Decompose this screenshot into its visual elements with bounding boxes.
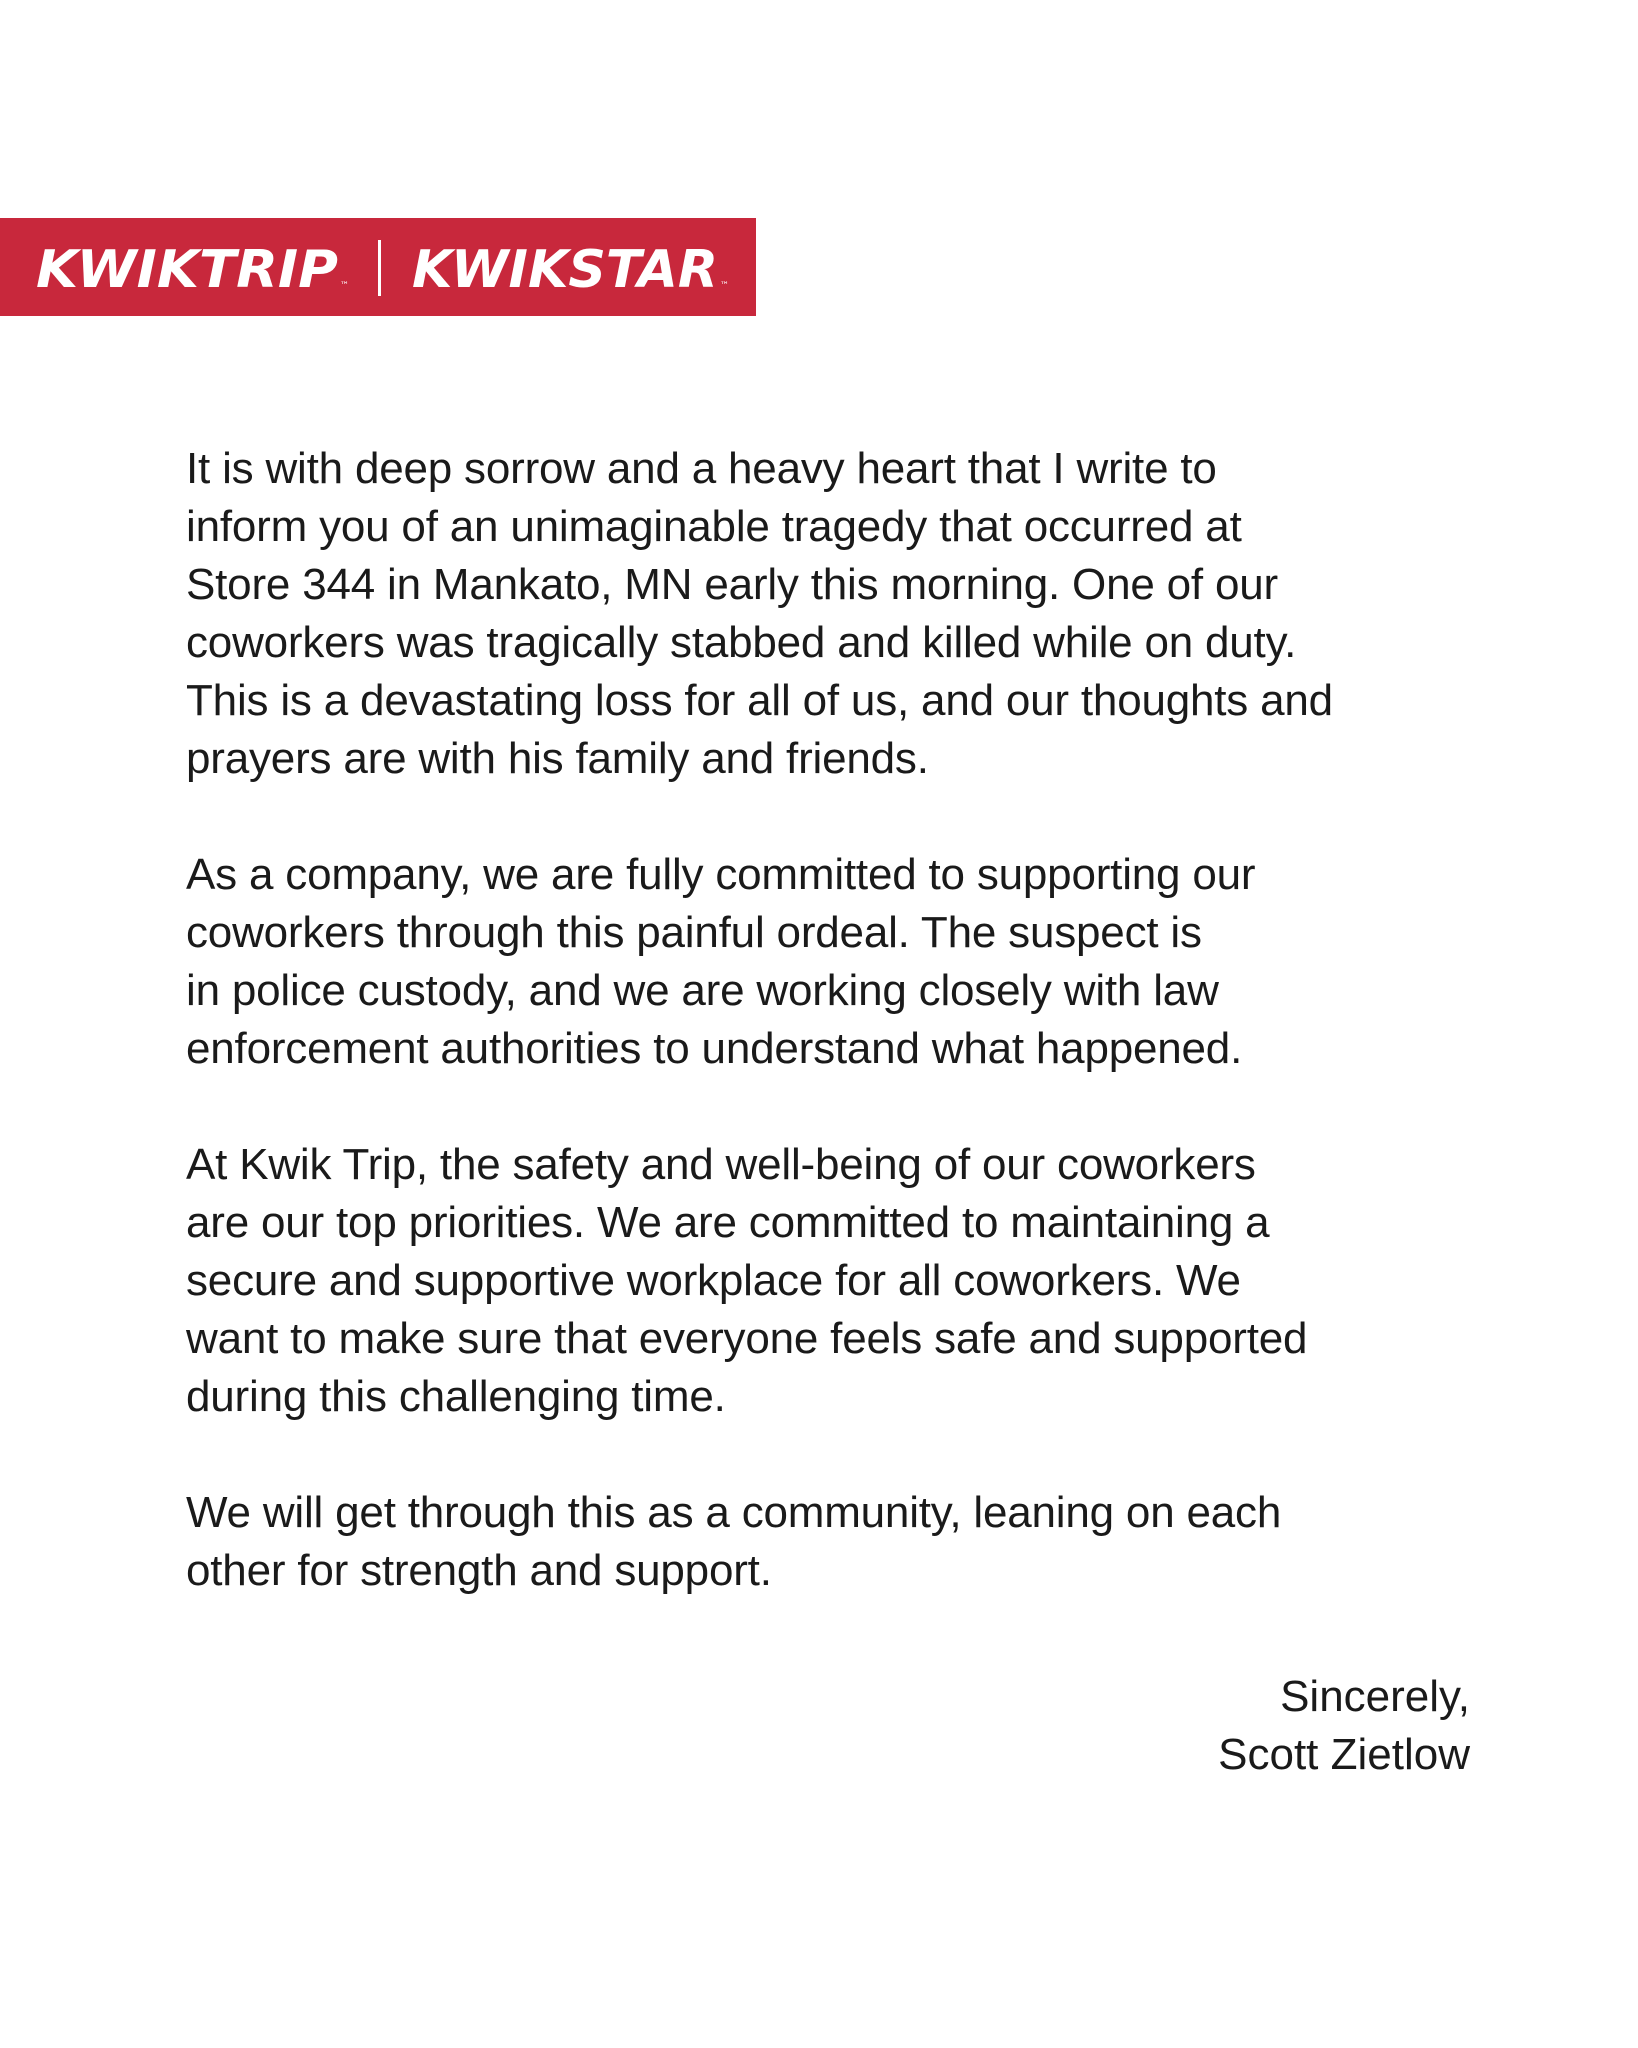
text-line: At Kwik Trip, the safety and well-being of our coworkers (186, 1140, 1256, 1189)
text-line: inform you of an unimaginable tragedy that occurred at (186, 502, 1242, 551)
text-line: This is a devastating loss for all of us, and our thoughts and (186, 676, 1333, 725)
paragraph-1 (186, 440, 1476, 788)
logo-kwik-trip-text: KWIKTRIP (36, 240, 338, 300)
text-line: coworkers was tragically stabbed and killed while on duty. (186, 618, 1297, 667)
text-line: in police custody, and we are working closely with law (186, 966, 1219, 1015)
trademark-mark: ™ (340, 281, 349, 291)
text-line: other for strength and support. (186, 1546, 772, 1595)
text-line: during this challenging time. (186, 1372, 726, 1421)
logo-svg (0, 218, 756, 316)
logo-divider (378, 240, 381, 296)
text-line: coworkers through this painful ordeal. The suspect is (186, 908, 1202, 957)
paragraph-2 (186, 846, 1476, 1078)
text-line: It is with deep sorrow and a heavy heart that I write to (186, 444, 1217, 493)
signer-name: Scott Zietlow (1218, 1730, 1470, 1779)
text-line: want to make sure that everyone feels safe and supported (186, 1314, 1308, 1363)
logo-kwik-star-text: KWIKSTAR (412, 240, 718, 300)
text-line: We will get through this as a community, leaning on each (186, 1488, 1282, 1537)
closing-text: Sincerely, (1280, 1672, 1470, 1721)
paragraph-3 (186, 1136, 1476, 1426)
kwik-trip-kwik-star-logo (0, 218, 756, 316)
text-line: Store 344 in Mankato, MN early this morning. One of our (186, 560, 1278, 609)
letter-body (186, 440, 1476, 1658)
text-line: are our top priorities. We are committed to maintaining a (186, 1198, 1270, 1247)
text-line: enforcement authorities to understand what happened. (186, 1024, 1243, 1073)
text-line: secure and supportive workplace for all coworkers. We (186, 1256, 1241, 1305)
paragraph-4 (186, 1484, 1476, 1600)
trademark-mark-2: ™ (720, 281, 729, 291)
text-line: As a company, we are fully committed to supporting our (186, 850, 1256, 899)
text-line: prayers are with his family and friends. (186, 734, 929, 783)
signature-block (1218, 1668, 1470, 1784)
